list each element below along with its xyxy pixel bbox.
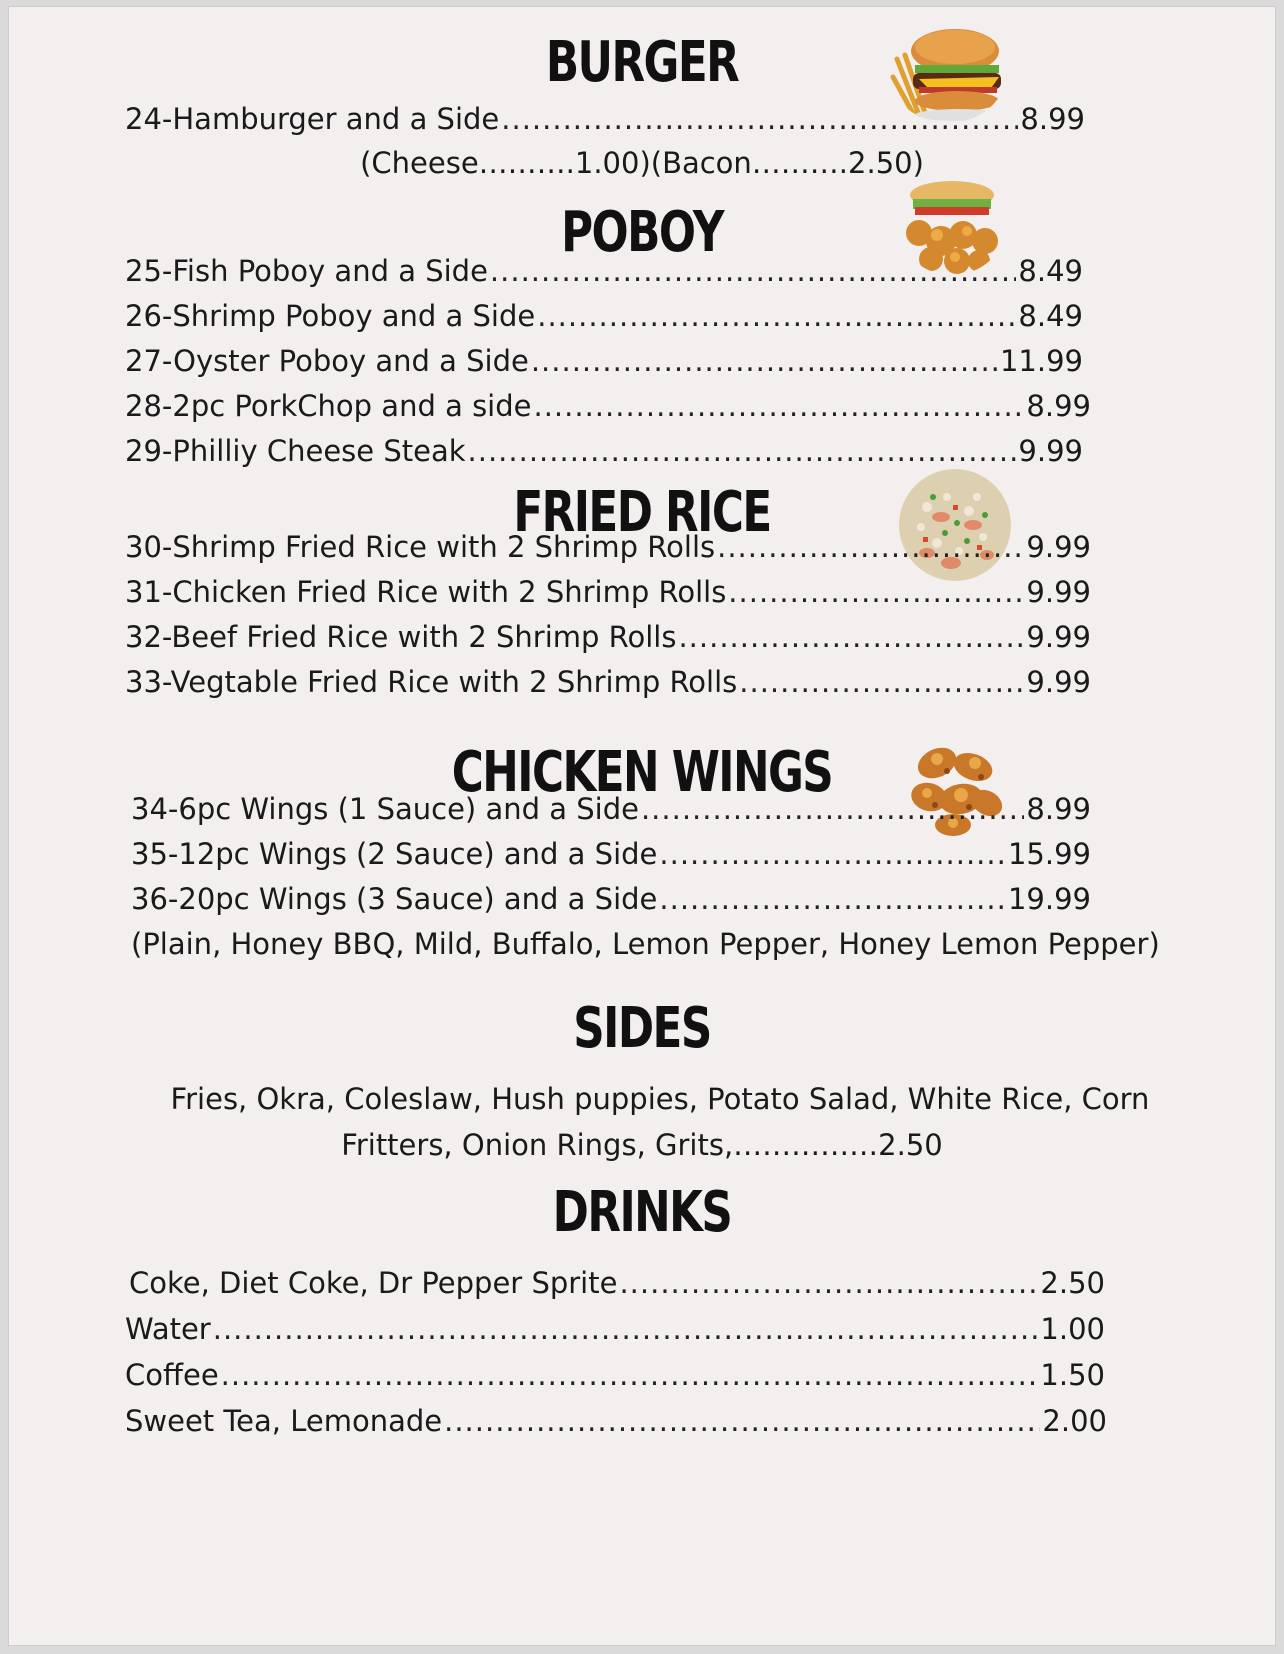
leader-dots — [537, 296, 1016, 336]
leader-dots — [444, 1401, 1040, 1441]
item-name: 31-Chicken Fried Rice with 2 Shrimp Rolls — [125, 575, 727, 609]
item-price: 9.99 — [1026, 575, 1091, 609]
item-name: 30-Shrimp Fried Rice with 2 Shrimp Rolls — [125, 530, 716, 564]
wings-item-34 — [131, 789, 1091, 829]
leader-dots — [641, 789, 1024, 829]
menu-page — [8, 6, 1276, 1646]
fried-rice-item-33 — [125, 662, 1091, 702]
leader-dots — [501, 99, 1018, 139]
item-name: Coffee — [125, 1358, 219, 1392]
item-name: 27-Oyster Poboy and a Side — [125, 344, 529, 378]
drinks-heading: DRINKS — [552, 1180, 732, 1245]
item-name: Coke, Diet Coke, Dr Pepper Sprite — [129, 1266, 618, 1300]
drinks-item-water — [125, 1309, 1105, 1349]
item-name: Water — [125, 1312, 211, 1346]
burger-heading: BURGER — [545, 30, 739, 95]
item-name: 36-20pc Wings (3 Sauce) and a Side — [131, 882, 658, 916]
leader-dots — [213, 1309, 1039, 1349]
sides-list-line2: Fritters, Onion Rings, Grits,……………2.50 — [341, 1128, 943, 1162]
poboy-item-26 — [125, 296, 1083, 336]
item-name: 28-2pc PorkChop and a side — [125, 389, 532, 423]
leader-dots — [659, 834, 1006, 874]
item-name: Sweet Tea, Lemonade — [125, 1404, 443, 1438]
item-price: 2.00 — [1042, 1404, 1107, 1438]
poboy-item-27 — [125, 341, 1083, 381]
item-price: 8.99 — [1026, 792, 1091, 826]
leader-dots — [490, 251, 1017, 291]
poboy-item-25 — [125, 251, 1083, 291]
item-price: 9.99 — [1026, 530, 1091, 564]
item-price: 1.50 — [1040, 1358, 1105, 1392]
item-name: 34-6pc Wings (1 Sauce) and a Side — [131, 792, 639, 826]
item-price: 8.99 — [1026, 389, 1091, 423]
burger-item-24 — [125, 99, 1085, 139]
item-price: 2.50 — [1040, 1266, 1105, 1300]
item-price: 8.99 — [1020, 102, 1085, 136]
item-price: 9.99 — [1026, 665, 1091, 699]
wings-item-35 — [131, 834, 1091, 874]
poboy-heading: POBOY — [561, 200, 723, 265]
sides-list-line1: Fries, Okra, Coleslaw, Hush puppies, Potato Salad, White Rice, Corn — [170, 1082, 1150, 1116]
drinks-item-tea — [125, 1401, 1107, 1441]
fried-rice-heading: FRIED RICE — [513, 480, 771, 545]
item-price: 1.00 — [1040, 1312, 1105, 1346]
drinks-item-soda — [129, 1263, 1105, 1303]
item-price: 9.99 — [1026, 620, 1091, 654]
leader-dots — [659, 879, 1006, 919]
fried-rice-item-31 — [125, 572, 1091, 612]
item-name: 33-Vegtable Fried Rice with 2 Shrimp Rolls — [125, 665, 738, 699]
leader-dots — [739, 662, 1024, 702]
item-name: 26-Shrimp Poboy and a Side — [125, 299, 536, 333]
leader-dots — [221, 1355, 1039, 1395]
poboy-item-28 — [125, 386, 1091, 426]
item-name: 35-12pc Wings (2 Sauce) and a Side — [131, 837, 658, 871]
poboy-item-29 — [125, 431, 1083, 471]
sides-heading: SIDES — [573, 996, 711, 1061]
fried-rice-item-30 — [125, 527, 1091, 567]
item-name: 25-Fish Poboy and a Side — [125, 254, 488, 288]
leader-dots — [533, 386, 1024, 426]
leader-dots — [717, 527, 1024, 567]
leader-dots — [678, 617, 1024, 657]
item-name: 32-Beef Fried Rice with 2 Shrimp Rolls — [125, 620, 677, 654]
item-price: 8.49 — [1018, 299, 1083, 333]
burger-extras: (Cheese……….1.00)(Bacon……….2.50) — [360, 146, 924, 180]
leader-dots — [728, 572, 1024, 612]
wings-heading: CHICKEN WINGS — [451, 740, 833, 805]
drinks-item-coffee — [125, 1355, 1105, 1395]
leader-dots — [468, 431, 1017, 471]
wings-sauces: (Plain, Honey BBQ, Mild, Buffalo, Lemon Pepper, Honey Lemon Pepper) — [131, 927, 1160, 961]
item-price: 8.49 — [1018, 254, 1083, 288]
item-name: 29-Philliy Cheese Steak — [125, 434, 466, 468]
item-price: 11.99 — [999, 344, 1083, 378]
leader-dots — [619, 1263, 1038, 1303]
item-price: 9.99 — [1018, 434, 1083, 468]
wings-item-36 — [131, 879, 1091, 919]
item-price: 15.99 — [1007, 837, 1091, 871]
item-name: 24-Hamburger and a Side — [125, 102, 500, 136]
leader-dots — [531, 341, 998, 381]
item-price: 19.99 — [1007, 882, 1091, 916]
fried-rice-item-32 — [125, 617, 1091, 657]
